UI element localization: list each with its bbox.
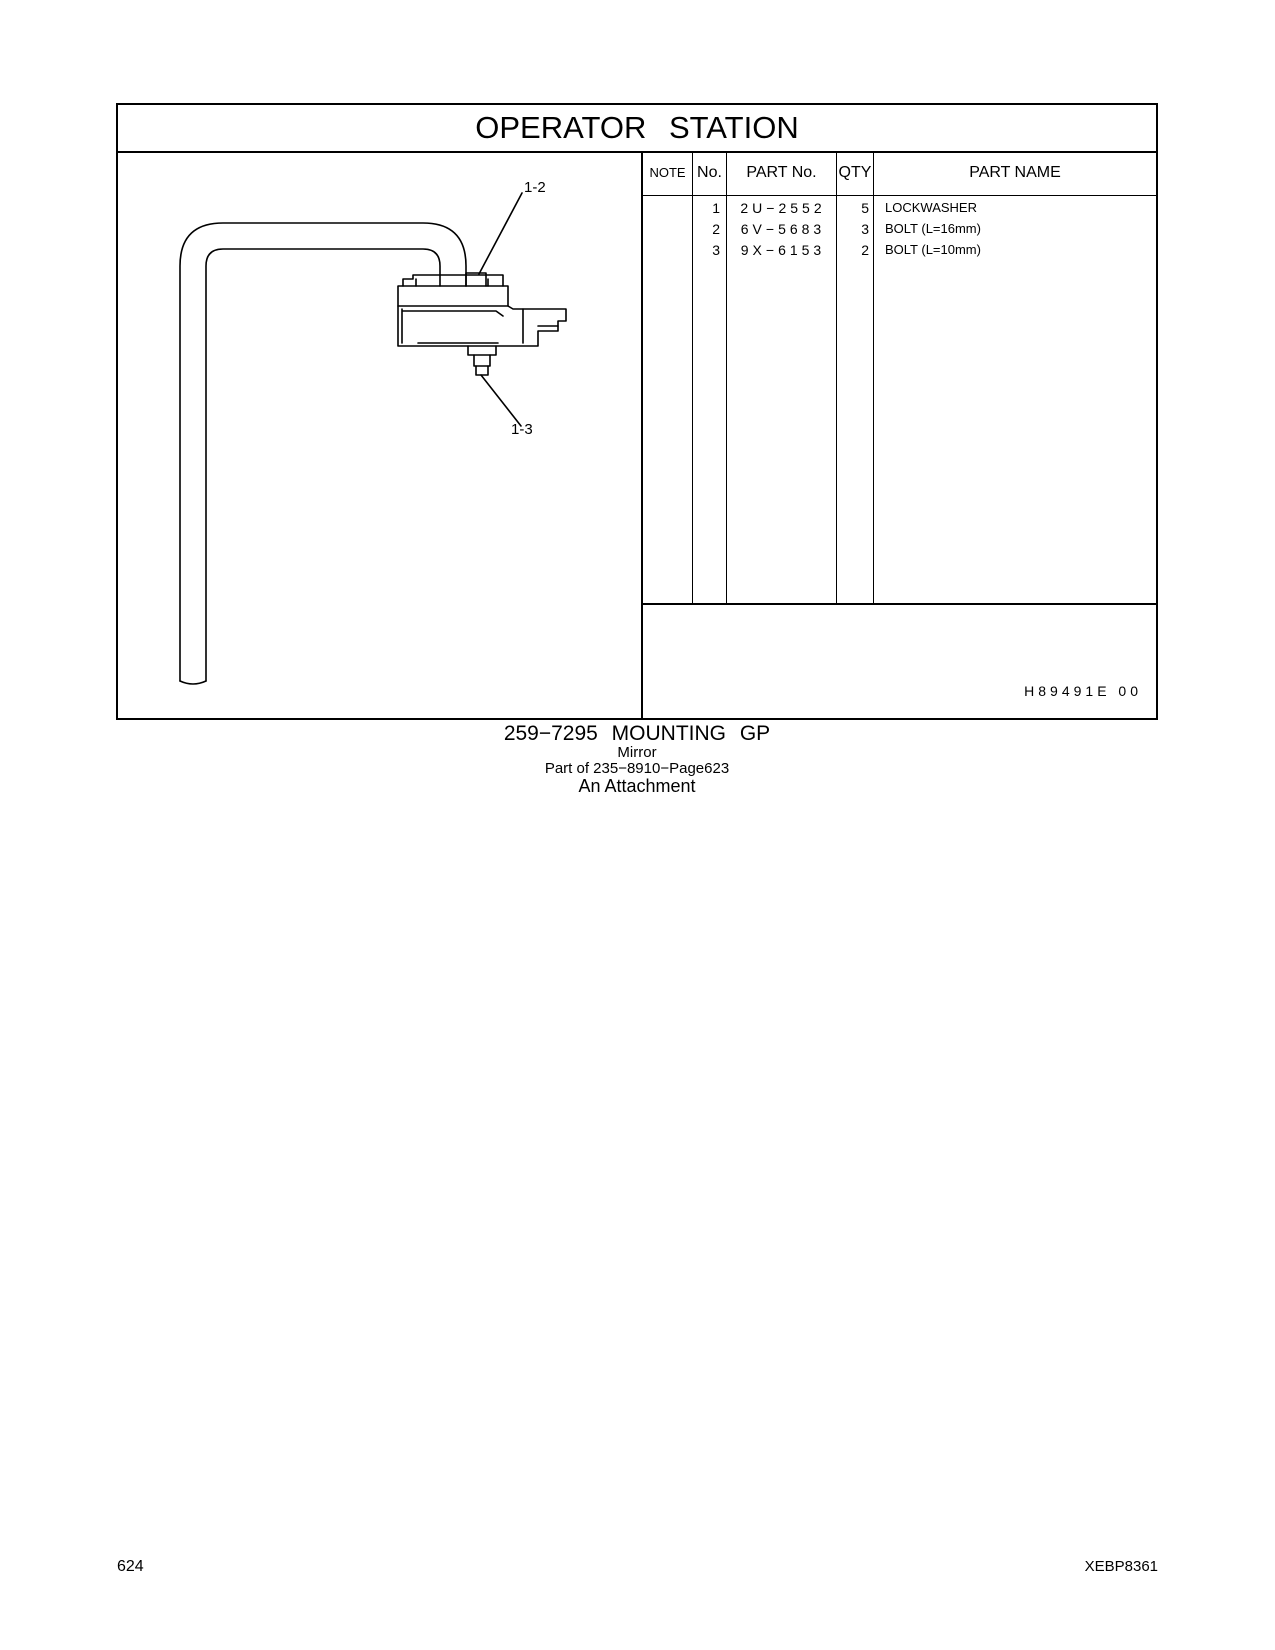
- item-number: 2: [712, 221, 720, 237]
- item-number: 1: [712, 200, 720, 216]
- drawing-id: H89491E 00: [1024, 683, 1142, 699]
- group-subtitle: Mirror: [617, 744, 657, 761]
- part-number: 2U−2552: [740, 200, 826, 216]
- table-row: [643, 218, 1156, 240]
- group-title: 259−7295 MOUNTING GP: [503, 722, 771, 745]
- parts-illustration: [118, 151, 643, 720]
- section-title: OPERATOR STATION: [118, 105, 1156, 153]
- part-of-reference: Part of 235−8910−Page623: [544, 760, 730, 777]
- column-header-note: NOTE: [649, 165, 686, 180]
- part-number: 6V−5683: [740, 221, 826, 237]
- table-row: [643, 197, 1156, 219]
- table-row: [643, 239, 1156, 261]
- parts-frame: [116, 103, 1158, 720]
- callout-1-3: 1-3: [511, 421, 533, 438]
- part-name: BOLT (L=16mm): [885, 221, 981, 236]
- document-id: XEBP8361: [1084, 1558, 1158, 1575]
- quantity: 5: [861, 200, 869, 216]
- attachment-note: An Attachment: [578, 776, 696, 796]
- quantity: 3: [861, 221, 869, 237]
- part-name: LOCKWASHER: [885, 200, 977, 215]
- parts-list-table: [643, 151, 1156, 720]
- column-header-no: No.: [697, 164, 722, 181]
- quantity: 2: [861, 242, 869, 258]
- item-number: 3: [712, 242, 720, 258]
- column-header-part-name: PART NAME: [969, 164, 1061, 181]
- column-header-part-no: PART No.: [746, 164, 817, 181]
- part-number: 9X−6153: [740, 242, 826, 258]
- page-number: 624: [117, 1558, 144, 1575]
- callout-1-2: 1-2: [524, 179, 546, 196]
- mirror-mount-drawing: [118, 151, 641, 720]
- part-name: BOLT (L=10mm): [885, 242, 981, 257]
- column-header-qty: QTY: [838, 164, 872, 181]
